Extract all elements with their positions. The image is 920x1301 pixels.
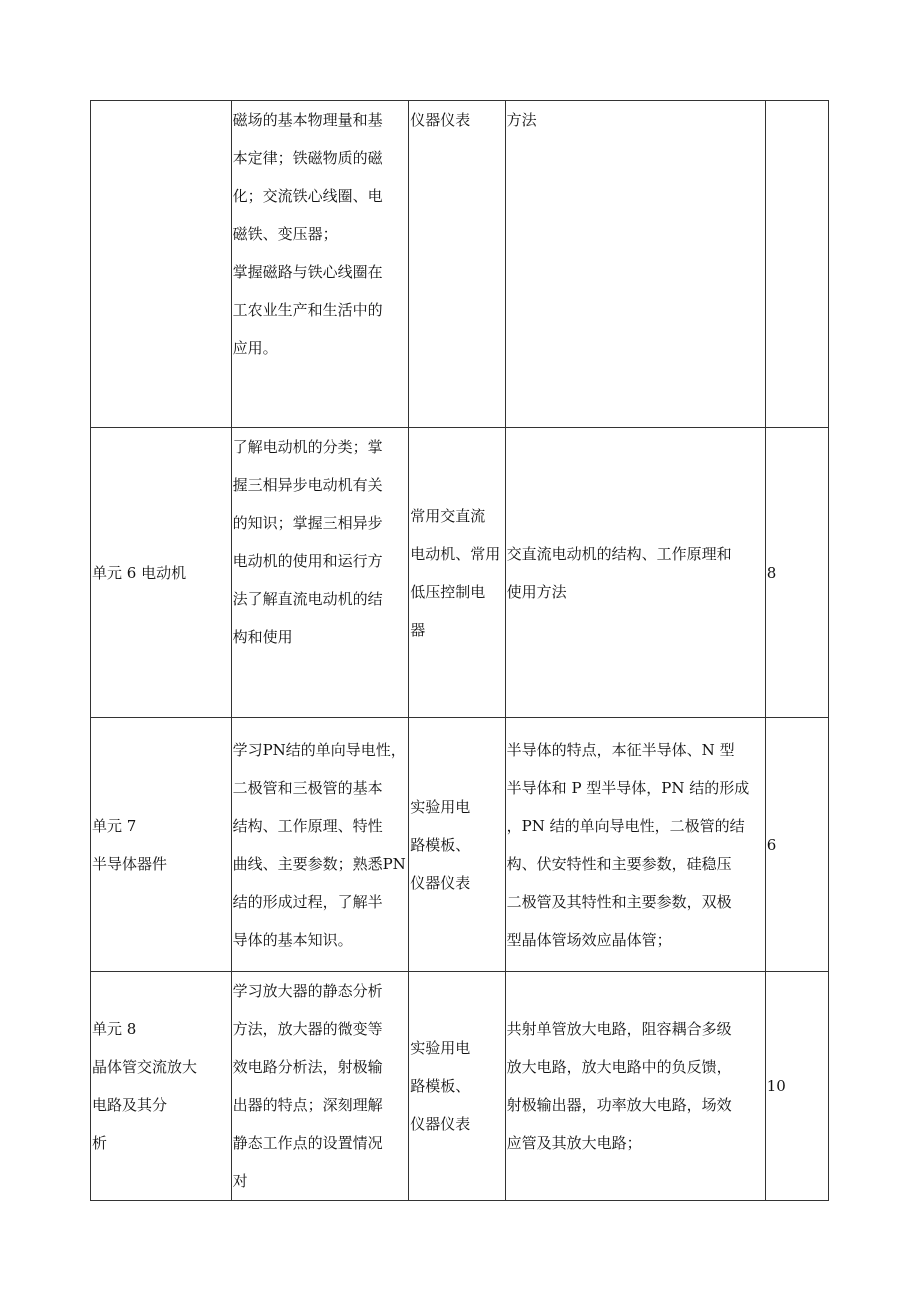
cell-line: 型晶体管场效应晶体管；	[506, 930, 672, 949]
cell-line: 半导体的特点，本征半导体、N 型	[506, 740, 735, 759]
cell-line: 导体的基本知识。	[232, 930, 353, 949]
cell-line: 电动机、常用	[410, 544, 501, 563]
cell-line: 使用方法	[506, 582, 567, 601]
equipment-cell	[409, 428, 505, 718]
cell-line: 低压控制电	[410, 582, 486, 601]
cell-line: 仪器仪表	[410, 873, 471, 892]
unit-cell	[91, 428, 232, 718]
hours-cell	[765, 101, 828, 428]
cell-line: 学习PN结的单向导电性，	[232, 740, 406, 759]
content-cell	[505, 972, 765, 1201]
cell-line: 的知识；掌握三相异步	[232, 514, 383, 532]
objectives-cell	[231, 101, 409, 428]
cell-line: 单元 8	[92, 1020, 137, 1038]
cell-line: 构和使用	[232, 628, 293, 646]
cell-line: 器	[410, 620, 426, 639]
cell-line: 二极管和三极管的基本	[232, 778, 383, 797]
cell-line: 实验用电	[410, 797, 471, 816]
cell-line: 出器的特点；深刻理解	[232, 1096, 383, 1114]
cell-line: 常用交直流	[410, 506, 486, 525]
cell-line: 掌握磁路与铁心线圈在	[232, 263, 383, 281]
cell-line: 析	[92, 1134, 108, 1152]
cell-line: 结构、工作原理、特性	[232, 816, 383, 835]
cell-line: 法了解直流电动机的结	[232, 590, 383, 608]
cell-line: 工农业生产和生活中的	[232, 301, 383, 319]
cell-line: 磁场的基本物理量和基	[232, 111, 383, 129]
cell-line: 半导体器件	[92, 854, 168, 873]
objectives-cell	[231, 428, 409, 718]
hours-cell: 10	[765, 972, 828, 1201]
cell-line: 效电路分析法，射极输	[232, 1058, 383, 1076]
cell-line: 方法，放大器的微变等	[232, 1020, 383, 1038]
equipment-cell	[409, 972, 505, 1201]
cell-line: ，PN 结的单向导电性，二极管的结	[506, 816, 745, 835]
cell-line: 了解电动机的分类；掌	[232, 438, 383, 456]
course-table	[90, 100, 829, 1201]
cell-line: 磁铁、变压器；	[232, 225, 338, 243]
cell-line: 交直流电动机的结构、工作原理和	[506, 544, 732, 563]
table-row	[91, 101, 829, 428]
cell-line: 应管及其放大电路；	[506, 1134, 642, 1152]
table-row	[91, 428, 829, 718]
content-cell	[505, 428, 765, 718]
cell-line: 路模板、	[410, 1077, 471, 1095]
cell-line: 路模板、	[410, 835, 471, 854]
cell-line: 单元 6 电动机	[92, 563, 187, 582]
cell-line: 实验用电	[410, 1039, 471, 1057]
equipment-cell	[409, 101, 505, 428]
unit-cell	[91, 972, 232, 1201]
equipment-cell	[409, 718, 505, 972]
table-row	[91, 972, 829, 1201]
cell-line: 构、伏安特性和主要参数，硅稳压	[506, 854, 732, 873]
table-row	[91, 718, 829, 972]
cell-line: 握三相异步电动机有关	[232, 476, 383, 494]
cell-line: 化；交流铁心线圈、电	[232, 187, 383, 205]
cell-line: 曲线、主要参数；熟悉PN	[232, 854, 406, 873]
cell-line: 射极输出器，功率放大电路，场效	[506, 1096, 732, 1114]
cell-line: 晶体管交流放大	[92, 1058, 198, 1076]
hours-cell: 8	[765, 428, 828, 718]
cell-line: 共射单管放大电路，阻容耦合多级	[506, 1020, 732, 1038]
unit-cell	[91, 718, 232, 972]
hours-cell: 6	[765, 718, 828, 972]
cell-line: 二极管及其特性和主要参数，双极	[506, 892, 732, 911]
content-cell	[505, 101, 765, 428]
cell-line: 仪器仪表	[410, 111, 471, 129]
cell-line: 仪器仪表	[410, 1115, 471, 1133]
cell-line: 电路及其分	[92, 1096, 168, 1114]
content-cell	[505, 718, 765, 972]
cell-line: 单元 7	[92, 816, 137, 835]
objectives-cell	[231, 718, 409, 972]
cell-line: 本定律；铁磁物质的磁	[232, 149, 383, 167]
cell-line: 结的形成过程，了解半	[232, 892, 383, 911]
cell-line: 学习放大器的静态分析	[232, 982, 383, 1000]
unit-cell	[91, 101, 232, 428]
cell-line: 放大电路，放大电路中的负反馈，	[506, 1058, 732, 1076]
cell-line: 半导体和 P 型半导体，PN 结的形成	[506, 778, 750, 797]
cell-line: 对	[232, 1172, 248, 1190]
cell-line: 方法	[506, 111, 537, 129]
cell-line: 静态工作点的设置情况	[232, 1134, 383, 1152]
cell-line: 电动机的使用和运行方	[232, 552, 383, 570]
cell-line: 应用。	[232, 339, 278, 357]
objectives-cell	[231, 972, 409, 1201]
